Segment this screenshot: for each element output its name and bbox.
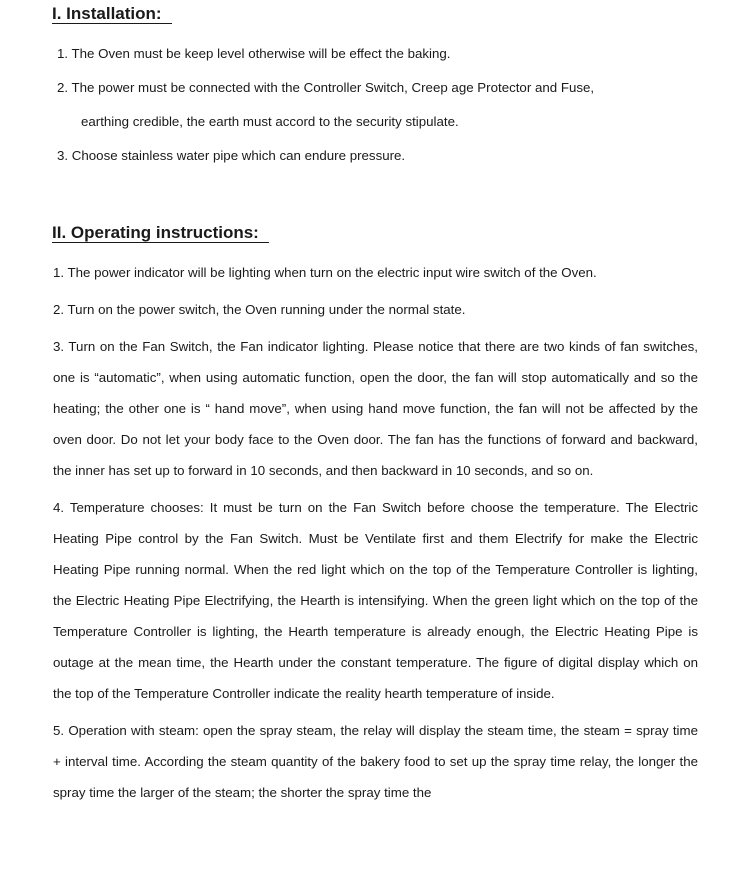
operating-list	[0, 257, 750, 814]
operating-item-4: 4. Temperature chooses: It must be turn on the Fan Switch before choose the temperature. The Electric Heating Pipe control by the Fan Switch. Must be Ventilate first and them Electrify for make the Electric Heating Pipe running normal. When the red light which on the top of the Temperature Controller is lighting, the Electric Heating Pipe Electrifying, the Hearth is intensifying. When the green light which on the top of the Temperature Controller is lighting, the Hearth temperature is already enough, the Electric Heating Pipe is outage at the mean time, the Hearth under the constant temperature. The figure of digital display which on the top of the Temperature Controller indicate the reality hearth temperature of inside.	[53, 500, 698, 701]
section-heading-installation-text: I. Installation:	[52, 4, 172, 24]
installation-item-2	[57, 71, 698, 139]
section-heading-operating	[52, 223, 269, 243]
operating-item-5: 5. Operation with steam: open the spray steam, the relay will display the steam time, the steam = spray time + interval time. According the steam quantity of the bakery food to set up the spray time relay, the longer the spray time the larger of the steam; the shorter the spray time the	[53, 723, 698, 800]
installation-item-3: 3. Choose stainless water pipe which can endure pressure.	[57, 148, 406, 163]
installation-list	[0, 37, 750, 173]
installation-item-2-line-2: earthing credible, the earth must accord to the security stipulate.	[81, 114, 459, 129]
operating-item-2: 2. Turn on the power switch, the Oven running under the normal state.	[53, 302, 466, 317]
installation-item-1: 1. The Oven must be keep level otherwise will be effect the baking.	[57, 46, 451, 61]
installation-item-2-line-1: 2. The power must be connected with the Controller Switch, Creep age Protector and Fuse,	[57, 80, 595, 95]
operating-item-3: 3. Turn on the Fan Switch, the Fan indicator lighting. Please notice that there are two kinds of fan switches, one is “automatic”, when using automatic function, open the door, the fan will stop automatically and so the heating; the other one is “ hand move”, when using hand move function, the fan will not be affected by the oven door. Do not let your body face to the Oven door. The fan has the functions of forward and backward, the inner has set up to forward in 10 seconds, and then backward in 10 seconds, and so on.	[53, 339, 698, 478]
operating-item-1: 1. The power indicator will be lighting when turn on the electric input wire switch of the Oven.	[53, 265, 597, 280]
section-heading-operating-text: II. Operating instructions:	[52, 223, 269, 243]
section-heading-installation	[52, 4, 172, 24]
